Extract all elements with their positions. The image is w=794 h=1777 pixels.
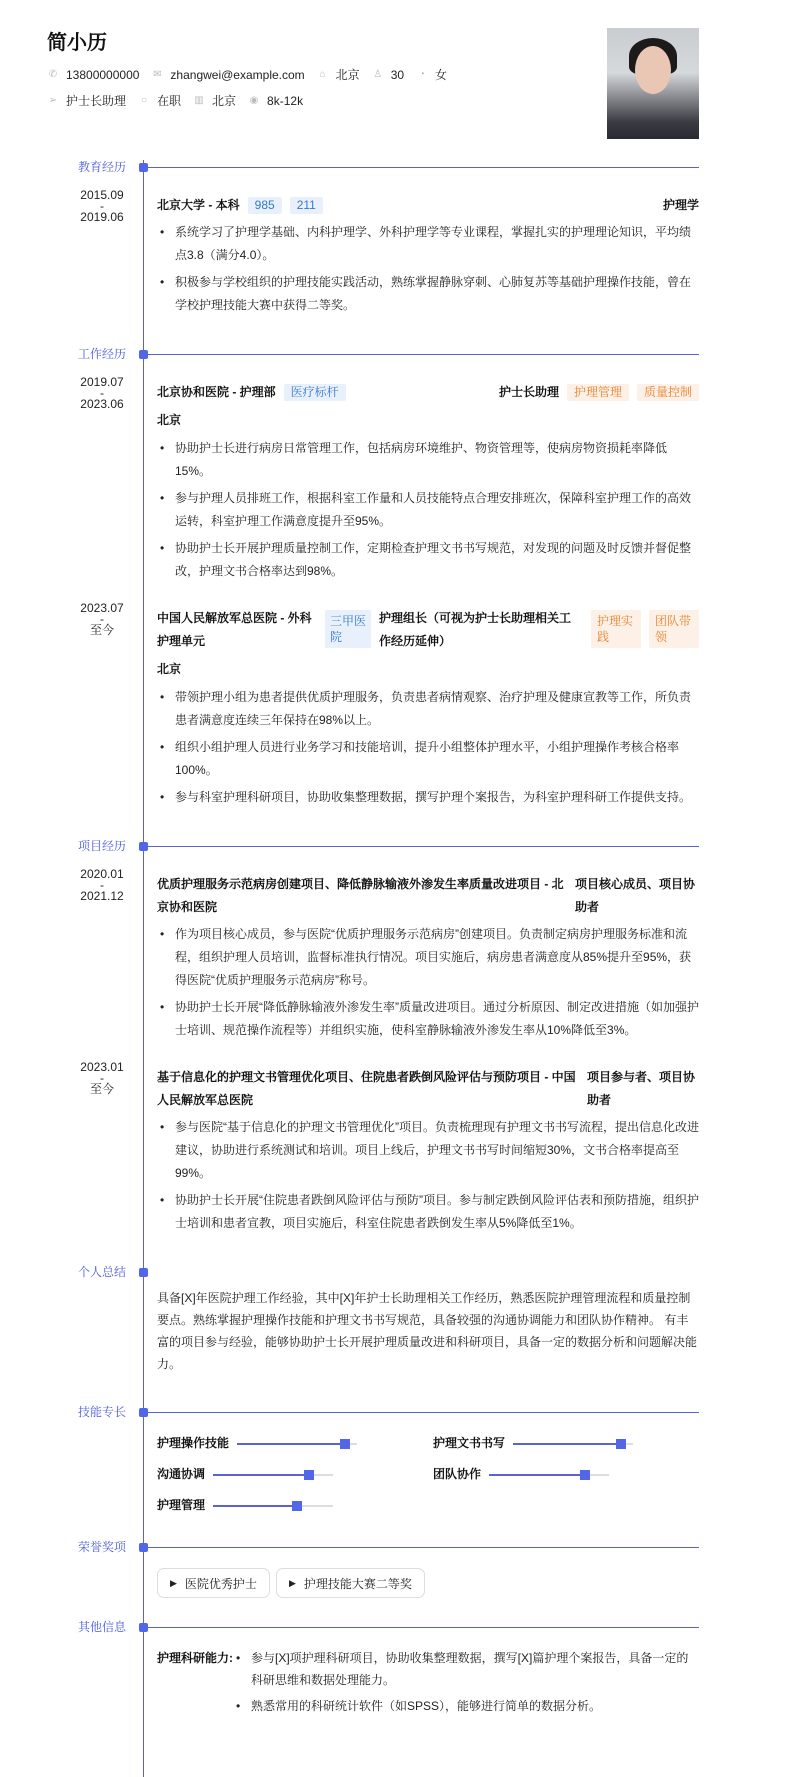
section-awards: [0, 1540, 794, 1620]
award-badge: ▶ 护理技能大赛二等奖: [276, 1568, 425, 1598]
section-projects: [0, 839, 794, 1265]
bullet: • 协助护士长开展“降低静脉输液外渗发生率”质量改进项目。通过分析原因、制定改进措施（如加强护士培训、规范操作流程等）并组织实施，使科室静脉输液外渗发生率从10%降低至3%。: [157, 996, 699, 1042]
timeline-dot: [139, 163, 148, 172]
timeline-dot: [139, 842, 148, 851]
bullet: • 参与科室护理科研项目，协助收集整理数据，撰写护理个案报告，为科室护理科研工作提供支持。: [157, 786, 699, 809]
phone: 13800000000: [66, 67, 140, 82]
skill-item: 护理管理: [157, 1495, 433, 1516]
skill-item: 护理文书书写: [433, 1433, 699, 1454]
mail-icon: ✉: [153, 69, 162, 80]
timeline-dot: [139, 350, 148, 359]
timeline-dot: [139, 1623, 148, 1632]
building-icon: ▥: [194, 95, 204, 106]
bullet: • 组织小组护理人员进行业务学习和技能培训，提升小组整体护理水平，小组护理操作考核合格率100%。: [157, 736, 699, 782]
date-range: 2023.07 - 至今: [80, 601, 124, 637]
timeline-dot: [139, 1408, 148, 1417]
tag: 护理实践: [591, 610, 641, 648]
tag: 质量控制: [637, 384, 699, 401]
skill-level-bar: [513, 1443, 633, 1445]
section-other: [0, 1620, 794, 1747]
section-summary: [0, 1265, 794, 1405]
section-work: [0, 347, 794, 839]
date-range: 2019.07 - 2023.06: [80, 375, 124, 411]
home-icon: ⌂: [319, 69, 326, 80]
tag: 医疗标杆: [284, 384, 346, 401]
tag: 护理管理: [567, 384, 629, 401]
bullet: • 协助护士长开展“住院患者跌倒风险评估与预防”项目。参与制定跌倒风险评估表和预防措施，组织护士培训和患者宣教，项目实施后，科室住院患者跌倒发生率从5%降低至1%。: [157, 1189, 699, 1235]
project-role: 项目参与者、项目协助者: [587, 1070, 696, 1107]
age-icon: ♙: [373, 69, 383, 80]
bullet: • 积极参与学校组织的护理技能实践活动，熟练掌握静脉穿刺、心肺复苏等基础护理操作技能，曾在学校护理技能大赛中获得二等奖。: [157, 271, 699, 317]
send-icon: ➢: [48, 95, 58, 106]
award-badge: ▶ 医院优秀护士: [157, 1568, 270, 1598]
skill-level-bar: [237, 1443, 357, 1445]
timeline-dot: [139, 1543, 148, 1552]
skill-level-bar: [489, 1474, 609, 1476]
section-title: 荣誉奖项: [78, 1540, 127, 1554]
phone-icon: ✆: [48, 69, 58, 80]
bullet: • 系统学习了护理学基础、内科护理学、外科护理学等专业课程，掌握扎实的护理理论知识，平均绩点3.8（满分4.0）。: [157, 221, 699, 267]
section-skills: [0, 1405, 794, 1540]
date-range: 2023.01 - 至今: [80, 1060, 124, 1096]
city: 北京: [335, 68, 360, 82]
job-status: 在职: [157, 94, 182, 108]
section-title: 项目经历: [78, 839, 127, 853]
status-icon: ○: [140, 95, 148, 106]
bullet: • 熟悉常用的科研统计软件（如SPSS），能够进行简单的数据分析。: [233, 1695, 699, 1717]
skill-level-bar: [213, 1474, 333, 1476]
bullet: • 协助护士长开展护理质量控制工作，定期检查护理文书书写规范，对发现的问题及时反馈并督促整改，护理文书合格率达到98%。: [157, 537, 699, 583]
email: zhangwei@example.com: [170, 67, 305, 82]
bullet: • 作为项目核心成员，参与医院“优质护理服务示范病房”创建项目。负责制定病房护理服务标准和流程，组织护理人员培训，监督标准执行情况。项目实施后，病房患者满意度从85%提升至95%，获得医院“优质护理服务示范病房”称号。: [157, 923, 699, 992]
section-education: [0, 160, 794, 347]
school: 北京大学 - 本科: [157, 198, 240, 212]
age: 30: [390, 67, 405, 82]
work-entry: [80, 601, 699, 809]
tag: 三甲医院: [325, 610, 371, 648]
role: 护士长助理: [498, 385, 559, 399]
project-name: 优质护理服务示范病房创建项目、降低静脉输液外渗发生率质量改进项目 - 北京协和医院: [157, 877, 564, 914]
skill-item: 沟通协调: [157, 1464, 433, 1485]
section-title: 个人总结: [78, 1265, 127, 1279]
play-icon: ▶: [288, 1577, 296, 1588]
project-entry: [80, 1060, 699, 1235]
play-icon: ▶: [170, 1577, 177, 1588]
tag: 985: [248, 197, 282, 214]
company: 中国人民解放军总医院 - 外科护理单元: [157, 611, 312, 648]
section-title: 教育经历: [78, 160, 127, 174]
project-role: 项目核心成员、项目协助者: [575, 877, 696, 914]
candidate-name: 简小历: [47, 32, 107, 54]
bullet: • 参与医院“基于信息化的护理文书管理优化”项目。负责梳理现有护理文书书写流程，提出信息化改进建议，协助进行系统测试和培训。项目上线后，护理文书书写时间缩短30%，文书合格率提高至99%。: [157, 1116, 699, 1185]
role: 护理组长（可视为护士长助理相关工作经历延伸）: [379, 611, 572, 648]
section-title: 工作经历: [78, 347, 127, 361]
major: 护理学: [662, 198, 699, 212]
work-city: 北京: [157, 413, 182, 427]
tag: 团队带领: [649, 610, 699, 648]
gender: 女: [435, 68, 448, 82]
other-label: 护理科研能力:: [157, 1651, 233, 1665]
bullet: • 协助护士长进行病房日常管理工作，包括病房环境维护、物资管理等，使病房物资损耗率降低15%。: [157, 437, 699, 483]
gender-icon: ◔: [419, 69, 426, 80]
skill-item: 护理操作技能: [157, 1433, 433, 1454]
summary-text: 具备[X]年医院护理工作经验，其中[X]年护士长助理相关工作经历，熟悉医院护理管理流程和质量控制要点。熟练掌握护理操作技能和护理文书书写规范，具备较强的沟通协调能力和团队协作精神。 有丰富的项目参与经验，能够协助护士长开展护理质量改进和科研项目，具备一定的数据分析和问题解决能力。: [157, 1291, 698, 1371]
work-city: 北京: [212, 94, 237, 108]
bullet: • 参与[X]项护理科研项目，协助收集整理数据，撰写[X]篇护理个案报告，具备一定的科研思维和数据处理能力。: [233, 1647, 699, 1691]
education-entry: [80, 188, 699, 317]
date-range: 2015.09 - 2019.06: [80, 188, 124, 224]
date-range: 2020.01 - 2021.12: [80, 867, 124, 903]
company: 北京协和医院 - 护理部: [157, 385, 276, 399]
section-title: 技能专长: [78, 1405, 127, 1419]
skill-item: 团队协作: [433, 1464, 699, 1485]
bullet: • 参与护理人员排班工作，根据科室工作量和人员技能特点合理安排班次，保障科室护理工作的高效运转，科室护理工作满意度提升至95%。: [157, 487, 699, 533]
skill-level-bar: [213, 1505, 333, 1507]
job-intent: 护士长助理: [66, 94, 127, 108]
work-entry: [80, 375, 699, 583]
salary: 8k-12k: [267, 93, 304, 108]
section-title: 其他信息: [78, 1620, 127, 1634]
bullet: • 带领护理小组为患者提供优质护理服务，负责患者病情观察、治疗护理及健康宣教等工作，所负责患者满意度连续三年保持在98%以上。: [157, 686, 699, 732]
project-name: 基于信息化的护理文书管理优化项目、住院患者跌倒风险评估与预防项目 - 中国人民解放军总医院: [157, 1070, 576, 1107]
timeline-dot: [139, 1268, 148, 1277]
work-city: 北京: [157, 662, 182, 676]
salary-icon: ◉: [249, 95, 259, 106]
project-entry: [80, 867, 699, 1042]
tag: 211: [290, 197, 323, 214]
